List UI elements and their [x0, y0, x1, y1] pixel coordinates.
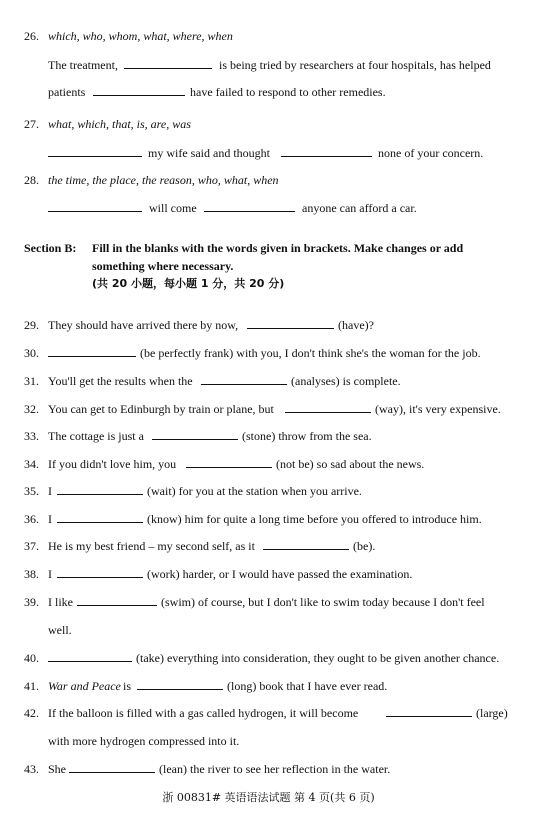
- answer-blank[interactable]: [48, 200, 142, 212]
- sentence-text: patients: [48, 85, 86, 99]
- sentence-text: will come: [149, 201, 197, 215]
- sentence-text: anyone can afford a car.: [302, 201, 417, 215]
- sentence-text: with more hydrogen compressed into it.: [48, 734, 240, 748]
- sentence-text: (know) him for quite a long time before you offered to introduce him.: [147, 512, 482, 526]
- question-number: 28.: [24, 173, 39, 187]
- question-number: 39.: [24, 595, 39, 609]
- question-number: 34.: [24, 457, 39, 471]
- sentence-text: is being tried by researchers at four hospitals, has helped: [219, 58, 491, 72]
- sentence-text: (work) harder, or I would have passed the examination.: [147, 567, 413, 581]
- question-number: 33.: [24, 429, 39, 443]
- sentence-text: You can get to Edinburgh by train or plane, but: [48, 402, 274, 416]
- answer-blank[interactable]: [186, 456, 272, 468]
- word-options: the time, the place, the reason, who, what, when: [48, 173, 279, 187]
- sentence-text: (stone) throw from the sea.: [242, 429, 372, 443]
- question-number: 27.: [24, 117, 39, 131]
- sentence-text: my wife said and thought: [148, 146, 270, 160]
- answer-blank[interactable]: [152, 428, 238, 440]
- sentence-text: (way), it's very expensive.: [375, 402, 501, 416]
- answer-blank[interactable]: [281, 145, 372, 157]
- sentence-text: (not be) so sad about the news.: [276, 457, 425, 471]
- sentence-text: none of your concern.: [378, 146, 484, 160]
- answer-blank[interactable]: [48, 145, 142, 157]
- question-number: 35.: [24, 484, 39, 498]
- sentence-text: He is my best friend – my second self, as it: [48, 539, 255, 553]
- answer-blank[interactable]: [77, 594, 157, 606]
- answer-blank[interactable]: [48, 650, 132, 662]
- question-number: 40.: [24, 651, 39, 665]
- answer-blank[interactable]: [247, 317, 334, 329]
- answer-blank[interactable]: [57, 566, 143, 578]
- question-number: 43.: [24, 762, 39, 776]
- sentence-text: I: [48, 484, 52, 498]
- section-instruction: Fill in the blanks with the words given in brackets. Make changes or add: [92, 241, 464, 255]
- score-note: (共 20 小题，每小题 1 分，共 20 分): [92, 277, 285, 290]
- question-number: 36.: [24, 512, 39, 526]
- sentence-text: have failed to respond to other remedies.: [190, 85, 386, 99]
- sentence-text: I like: [48, 595, 73, 609]
- sentence-text: (long) book that I have ever read.: [227, 679, 388, 693]
- answer-blank[interactable]: [137, 678, 223, 690]
- sentence-text: well.: [48, 623, 72, 637]
- sentence-text: They should have arrived there by now,: [48, 318, 239, 332]
- section-instruction: something where necessary.: [92, 259, 234, 273]
- sentence-text: (analyses) is complete.: [291, 374, 401, 388]
- sentence-text: (take) everything into consideration, they ought to be given another chance.: [136, 651, 500, 665]
- answer-blank[interactable]: [204, 200, 295, 212]
- sentence-text: (large): [476, 706, 508, 720]
- question-number: 30.: [24, 346, 39, 360]
- page-footer: 浙 00831# 英语语法试题 第 4 页(共 6 页): [162, 791, 375, 804]
- question-number: 37.: [24, 539, 39, 553]
- sentence-text: I: [48, 567, 52, 581]
- section-label: Section B:: [24, 241, 77, 255]
- question-number: 26.: [24, 29, 39, 43]
- answer-blank[interactable]: [48, 345, 136, 357]
- sentence-text: You'll get the results when the: [48, 374, 193, 388]
- answer-blank[interactable]: [386, 705, 472, 717]
- book-title: War and Peace: [48, 679, 121, 693]
- answer-blank[interactable]: [201, 373, 287, 385]
- sentence-text: is: [123, 679, 132, 693]
- answer-blank[interactable]: [57, 511, 143, 523]
- sentence-text: (swim) of course, but I don't like to swim today because I don't feel: [161, 595, 485, 609]
- sentence-text: (be).: [353, 539, 376, 553]
- question-number: 29.: [24, 318, 39, 332]
- sentence-text: If the balloon is filled with a gas called hydrogen, it will become: [48, 706, 359, 720]
- answer-blank[interactable]: [124, 57, 212, 69]
- answer-blank[interactable]: [69, 761, 155, 773]
- word-options: which, who, whom, what, where, when: [48, 29, 233, 43]
- sentence-text: The treatment,: [48, 58, 118, 72]
- sentence-text: (wait) for you at the station when you arrive.: [147, 484, 362, 498]
- answer-blank[interactable]: [285, 401, 371, 413]
- sentence-text: (be perfectly frank) with you, I don't think she's the woman for the job.: [140, 346, 481, 360]
- answer-blank[interactable]: [57, 483, 143, 495]
- question-number: 41.: [24, 679, 39, 693]
- answer-blank[interactable]: [93, 84, 185, 96]
- sentence-text: (lean) the river to see her reflection in the water.: [159, 762, 391, 776]
- question-number: 42.: [24, 706, 39, 720]
- answer-blank[interactable]: [263, 538, 349, 550]
- sentence-text: I: [48, 512, 52, 526]
- sentence-text: (have)?: [338, 318, 374, 332]
- sentence-text: If you didn't love him, you: [48, 457, 177, 471]
- question-number: 32.: [24, 402, 39, 416]
- word-options: what, which, that, is, are, was: [48, 117, 191, 131]
- sentence-text: She: [48, 762, 66, 776]
- sentence-text: The cottage is just a: [48, 429, 144, 443]
- question-number: 31.: [24, 374, 39, 388]
- question-number: 38.: [24, 567, 39, 581]
